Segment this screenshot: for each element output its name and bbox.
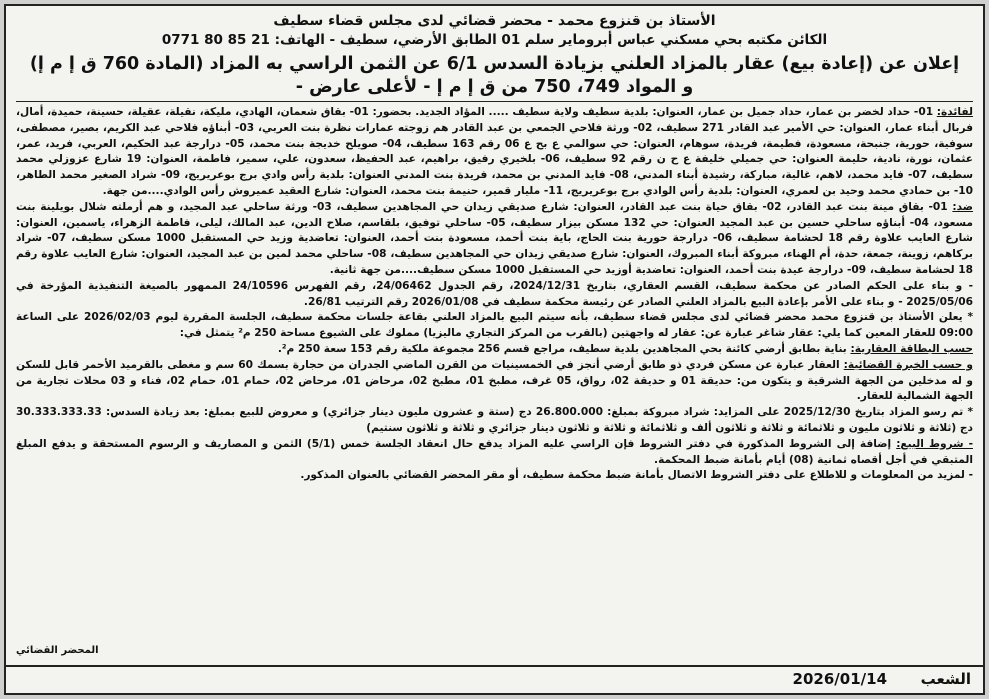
sale-notice-paragraph: * يعلن الأستاذ بن قنزوع محمد محضر قضائي لدى مجلس قضاء سطيف، بأنه سيتم البيع بالمزاد العلني بقاعة جلسات محكمة سطيف، الجلسة المقررة ليوم 2026/02/03 على الساعة 09:00 للعقار المعين كما يلي: عقار شاغر عبارة عن: عقار له واجهتين (بالقرب من المركز التجاري ماليزيا) مملوك على الشيوع مساحة 250 م² يتمثل في: <box>16 311 974 340</box>
header-divider <box>16 101 973 102</box>
bailiff-name-line: الأستاذ بن قنزوع محمد - محضر قضائي لدى مجلس قضاء سطيف <box>273 13 716 29</box>
defendants-tail: من جهة ثانية. <box>329 263 401 276</box>
publication-bar <box>6 665 983 693</box>
beneficiaries-label: لفائدة: <box>936 106 973 118</box>
header <box>16 12 973 98</box>
announcement-page <box>4 4 985 695</box>
expertise-label: و حسب الخبرة القضائية: <box>843 358 973 371</box>
sale-conditions-text: إضافة إلى الشروط المذكورة في دفتر الشروط فإن الراسي عليه المزاد يدفع حال انعقاد الجلسة خمس (5/1) الثمن و المصاريف و الرسوم المستحقة و يدفع المبلغ المتبقي في أجل أقصاه ثمانية (08) أيام بأمانة ضبط المحكمة. <box>16 437 973 466</box>
announcement-subtitle: و المواد 749، 750 من ق إ م إ - لأعلى عارض - <box>295 77 694 97</box>
defendants-label: ضد: <box>952 200 973 213</box>
announcement-title: إعلان عن (إعادة بيع) عقار بالمزاد العلني بزيادة السدس 6/1 عن الثمن الراسي به المزاد (المادة 760 ق إ م إ) <box>29 54 960 74</box>
expertise-paragraph <box>16 358 973 405</box>
newspaper-name: الشعب <box>920 670 971 688</box>
land-card-paragraph <box>16 342 973 358</box>
land-card-text: بناية بطابق أرضي كائنة بحي المجاهدين بلدية سطيف، مراجع قسم 256 مجموعة ملكية رقم 153 سعة 250 م². <box>277 342 851 355</box>
judgment-paragraph: - و بناء على الحكم الصادر عن محكمة سطيف، القسم العقاري، بتاريخ 2024/12/31، رقم الجدول 24/06462، رقم الفهرس 24/10596 الممهور بالصيغة التنفيذية المؤرخة في 2025/05/06 - و بناء على الأمر بإعادة البيع بالمزاد العلني الصادر عن رئيسة محكمة سطيف في 2026/01/08 رقم الترتيب 26/81. <box>16 279 974 308</box>
bailiff-signature: المحضر القضائي <box>16 645 99 656</box>
land-card-label: حسب البطاقة العقارية: <box>850 342 973 355</box>
auction-result-paragraph: * تم رسو المزاد بتاريخ 2025/12/30 على المزايد: شراد مبروكة بمبلغ: 26.800.000 دج (ستة و عشرون مليون دينار جزائري) و معروض للبيع بمبلغ: بعد زيادة السدس: 30.333.333.33 دج (ثلاثة و ثلاثون مليون و ثلاثمائة و ثلاثة و ثلاثون ألف و ثلاثمائة و ثلاثة و ثلاثون دينار جزائري و ثلاثة و ثلاثون سنتيم) <box>16 406 973 434</box>
expertise-text: العقار عبارة عن مسكن فردي ذو طابق أرضي أنجز في الخمسينيات من القرن الماضي الجدران من حجارة بسمك 60 سم و مغطى بالقرميد الأحمر قابل للسكن و له مدخلين من الجهة الشرقية و يتكون من: حديقة 01 و حديقة 02، رواق، 05 غرف، مطبخ 01، مطبخ 02، مرحاض 01، مرحاض 02، حمام 01، حمام 02، فناء و 03 محلات تجارية من الجهة الشمالية للعقار. <box>16 358 973 403</box>
announcement-body <box>16 105 973 484</box>
publication-date: 2026/01/14 <box>792 670 887 688</box>
beneficiaries-paragraph <box>16 105 973 200</box>
more-info-paragraph: - لمزيد من المعلومات و للاطلاع على دفتر الشروط الاتصال بأمانة ضبط محكمة سطيف، أو مقر المحضر القضائي بالعنوان المذكور. <box>300 469 973 482</box>
beneficiaries-tail: من جهة. <box>102 184 148 197</box>
beneficiaries-text: 01- حداد لخضر بن عمار، حداد جميل بن عمار، العنوان: بلدية سطيف ولاية سطيف ..... المؤاد الجديد. بحضور: 01- بقاق شعمان، الهادي، مليكة، نقيلة، عقيلة، حسينة، حميدة، أمال، فربال أبناء عمار، العنوان: حي الأمير عبد القادر 271 سطيف، 02- ورثة فلاحي الجمعي بن عبد القادر هم زوجته عمارات نظرة بنت العربي، 03- أبناؤه فلاحي عبد الكريم، بصير، مصطفى، سوفية، حورية، جنبحة، مسعودة، فطيمة، فريدة، سوهام، العنوان: حي سوالمي ع بح ع 06 رقم 163 سطيف، 04- صويلح خديجة بنت محمد، 05- درارجة عبد الحكيم، العربي، فريد، عمر، عثمان، نورة، نادية، حليمة العنوان: حي جميلي خليفة ع ح ن رقم 92 سطيف، 06- بلخيري رفيق، براهيم، عبد الحفيظ، سعدون، علي، سمير، فاطمة، العنوان: 19 شارع عزوزلي محمد سطيف، 07- فايد محمد، لاهم، غالية، مباركة، رشيدة أبناء المدني، 08- فايد المدني بن محمد، فريدة بنت المدني العنوان: بلدية رأس وادي برج بوعريريج، 09- شراد الصغير محمد الطاهر، 10- بن حمادي محمد وحيد بن لعمري، العنوان: بلدية رأس الوادي برج بوعريريج، 11- مليار قمير، حنيمة بنت محمد، العنوان: شارع العقيد عميروش رأس الوادي.... <box>16 106 974 197</box>
bailiff-address-line: الكائن مكتبه بحي مسكني عباس أبروماير سلم 01 الطابق الأرضي، سطيف - الهاتف: 21 85 80 0771 <box>161 32 828 48</box>
defendants-text: 01- بقاق مينة بنت عبد القادر، 02- بقاق حياة بنت عبد القادر، العنوان: شارع صديقي زيدان حي المجاهدين سطيف، 03- ورثة ساحلي عبد المجيد، و هم أرملته شلال بويلينة بنت مسعود، 04- أبناؤه ساحلي حسين بن عبد المجيد العنوان: حي 132 مسكن بيزار سطيف، 05- ساحلي توفيق، بلقاسم، صلاح الدين، عبد المالك، ليلى، فاطمة الزهراء، ياسمين، العنوان: شارع العايب علاوة رقم 18 لحشامة سطيف، 06- درارجة حورية بنت الحاج، باية بنت أحمد، مسعودة بنت أحمد، العنوان: تعاضدية وزيد حي المستقبل 1000 مسكن سطيف، 07- شراد بركاهم، زوينة، جمعة، حدة، أم الهناء، مبروكة أبناء المبروك، العنوان: شارع صديقي زيدان حي المجاهدين سطيف، 08- ساحلي محمد لمين بن عبد المجيد، العنوان: شارع العايب علاوة رقم 18 لحشامة سطيف، 09- درارجة عيدة بنت أحمد، العنوان: تعاضدية أوزيد حي المستقبل 1000 مسكن سطيف.... <box>16 200 973 276</box>
defendants-paragraph <box>16 200 973 279</box>
sale-conditions-label: - شروط البيع: <box>896 437 973 450</box>
signature-row <box>16 638 973 657</box>
sale-conditions-paragraph <box>16 437 973 469</box>
